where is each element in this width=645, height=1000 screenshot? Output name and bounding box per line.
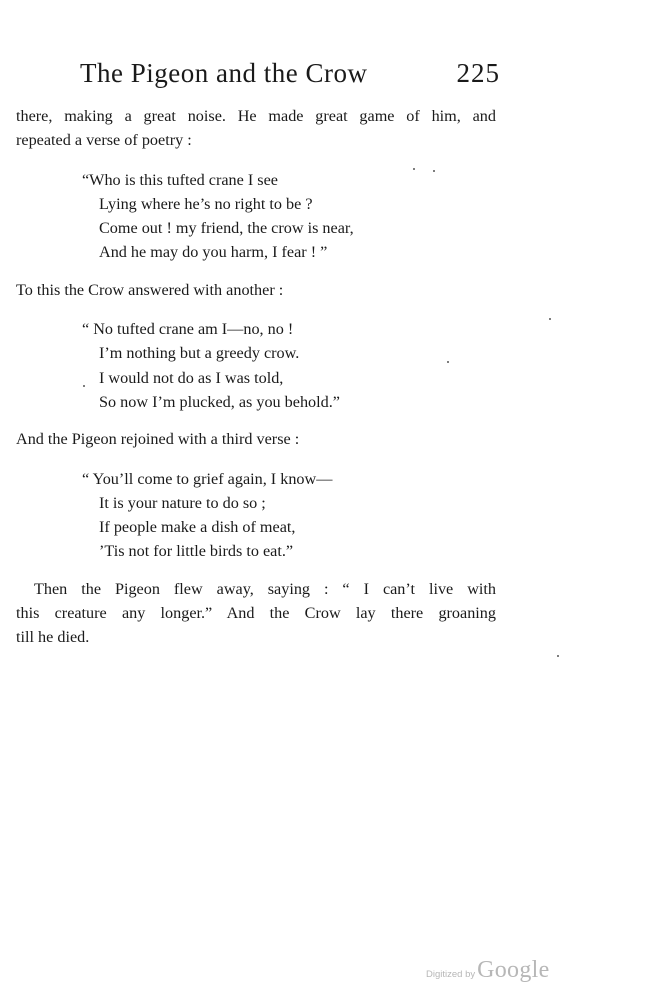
running-title: The Pigeon and the Crow — [80, 58, 368, 88]
paragraph-2 — [16, 278, 496, 302]
text-line: repeated a verse of poetry : — [16, 131, 192, 150]
paragraph-4 — [16, 577, 496, 650]
scan-speck — [433, 170, 435, 172]
digitized-by-text: Digitized by — [426, 969, 476, 980]
verse-line: “ No tufted crane am I—no, no ! — [82, 320, 294, 339]
scan-speck — [83, 385, 85, 387]
text-line: To this the Crow answered with another : — [16, 280, 284, 299]
verse-line: Come out ! my friend, the crow is near, — [99, 219, 354, 238]
text-line: there, making a great noise. He made great game of him, and — [16, 107, 496, 125]
verse-stanza-2 — [16, 317, 496, 414]
verse-line: It is your nature to do so ; — [99, 493, 266, 512]
text-line: Then the Pigeon flew away, saying : “ I can’t live with — [34, 579, 496, 598]
page-body — [16, 104, 496, 650]
verse-line: “Who is this tufted crane I see — [82, 170, 278, 189]
verse-line: And he may do you harm, I fear ! ” — [99, 243, 328, 262]
digitized-by-google-watermark — [426, 957, 550, 983]
google-logo: Google — [477, 957, 550, 983]
scan-speck — [447, 361, 449, 363]
scan-speck — [413, 168, 415, 170]
verse-line: I would not do as I was told, — [99, 368, 284, 387]
verse-line: I’m nothing but a greedy crow. — [99, 344, 300, 363]
verse-line: Lying where he’s no right to be ? — [99, 194, 313, 213]
page-number: 225 — [456, 58, 500, 88]
paragraph-1 — [16, 104, 496, 153]
verse-stanza-1 — [16, 168, 496, 265]
verse-line: “ You’ll come to grief again, I know— — [82, 469, 333, 488]
verse-line: So now I’m plucked, as you behold.” — [99, 392, 340, 411]
scan-speck — [549, 318, 551, 320]
verse-stanza-3 — [16, 467, 496, 564]
text-line: And the Pigeon rejoined with a third verse : — [16, 430, 300, 449]
paragraph-3 — [16, 427, 496, 451]
text-line: till he died. — [16, 628, 90, 647]
text-line: this creature any longer.” And the Crow lay there groaning — [16, 604, 496, 623]
verse-line: If people make a dish of meat, — [99, 518, 296, 537]
running-header — [80, 58, 500, 92]
verse-line: ’Tis not for little birds to eat.” — [99, 542, 294, 561]
scan-speck — [557, 655, 559, 657]
